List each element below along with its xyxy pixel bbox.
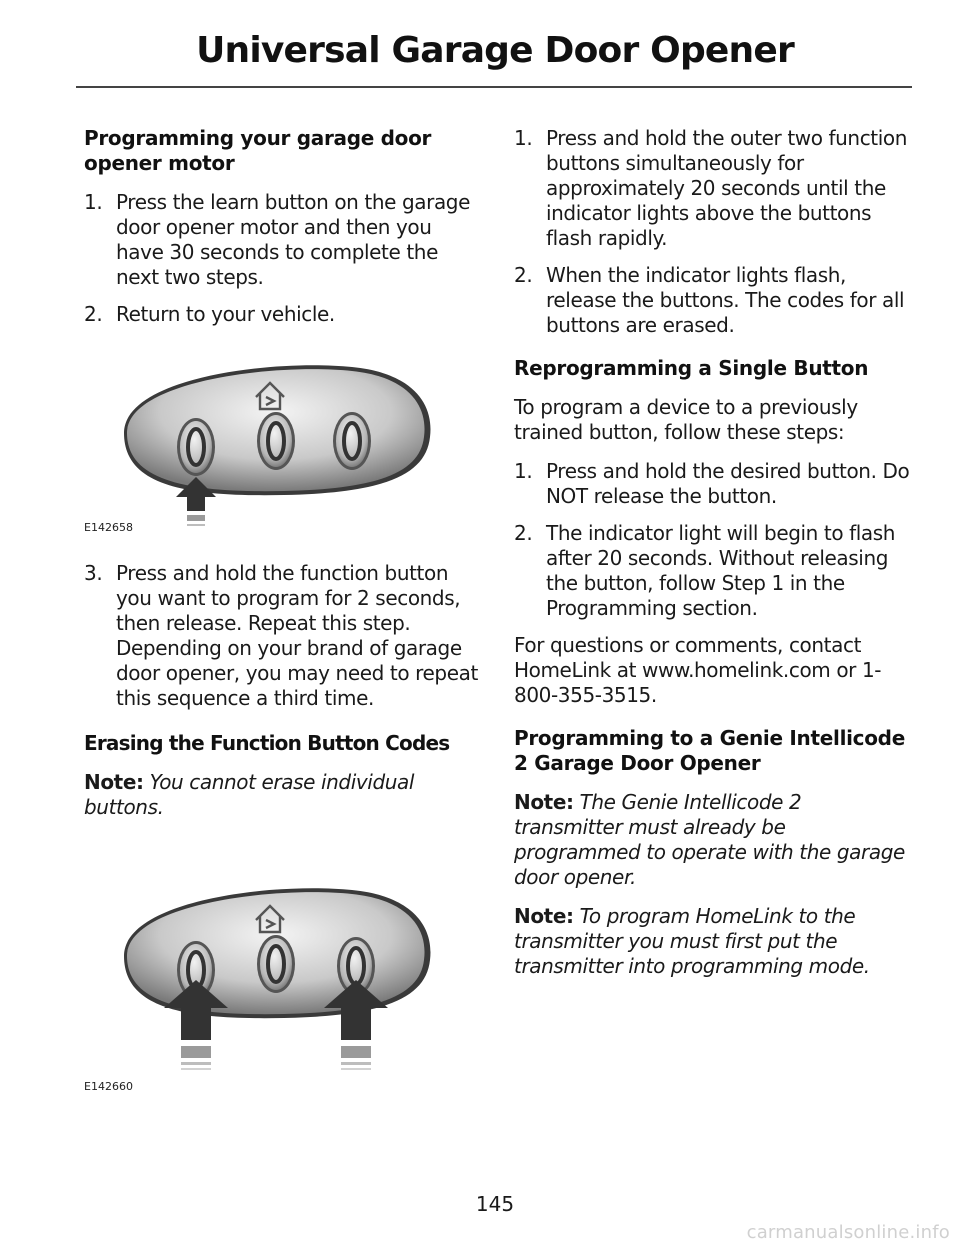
note-label: Note: xyxy=(84,770,144,794)
homelink-console-illustration xyxy=(84,868,474,1108)
list-item xyxy=(514,126,914,251)
homelink-console-illustration xyxy=(84,345,474,545)
list-text: The indicator light will begin to flash after 20 seconds. Without releasing the button, follow Step 1 in the Programming section. xyxy=(546,521,896,620)
section-heading-reprogramming: Reprogramming a Single Button xyxy=(514,356,869,380)
note-paragraph xyxy=(514,790,914,890)
list-number: 1. xyxy=(514,126,533,150)
list-item xyxy=(514,521,914,621)
header-divider xyxy=(76,86,912,88)
figure-homelink-two-buttons xyxy=(84,868,474,1108)
list-item xyxy=(514,459,914,509)
note-paragraph xyxy=(84,770,479,820)
list-number: 3. xyxy=(84,561,103,585)
list-number: 1. xyxy=(84,190,103,214)
note-label: Note: xyxy=(514,790,574,814)
list-text: Press and hold the function button you want to program for 2 seconds, then release. Repeat this step. Depending on your brand of garage door opener, you may need to repeat this sequence a third time. xyxy=(116,561,478,710)
list-number: 1. xyxy=(514,459,533,483)
list-number: 2. xyxy=(514,521,533,545)
section-heading-erasing: Erasing the Function Button Codes xyxy=(84,731,450,755)
function-button-2 xyxy=(257,412,295,470)
figure-homelink-single-button xyxy=(84,345,474,545)
left-column xyxy=(84,126,479,1108)
list-item xyxy=(84,190,479,290)
note-label: Note: xyxy=(514,904,574,928)
contact-paragraph: For questions or comments, contact HomeLink at www.homelink.com or 1-800-355-3515. xyxy=(514,633,882,707)
list-text: Press and hold the desired button. Do NOT release the button. xyxy=(546,459,910,508)
page-number: 145 xyxy=(475,1192,515,1216)
list-item xyxy=(84,561,479,711)
list-number: 2. xyxy=(514,263,533,287)
list-number: 2. xyxy=(84,302,103,326)
function-button-1 xyxy=(177,418,215,476)
list-text: Press and hold the outer two function buttons simultaneously for approximately 20 seconds until the indicator lights above the buttons flash rapidly. xyxy=(546,126,908,250)
intro-paragraph: To program a device to a previously trained button, follow these steps: xyxy=(514,395,858,444)
watermark: carmanualsonline.info xyxy=(746,1222,950,1243)
list-text: Press the learn button on the garage door opener motor and then you have 30 seconds to complete the next two steps. xyxy=(116,190,470,289)
function-button-3 xyxy=(333,412,371,470)
list-text: Return to your vehicle. xyxy=(116,302,335,326)
note-text: You cannot erase individual buttons. xyxy=(84,770,415,819)
list-text: When the indicator lights flash, release the buttons. The codes for all buttons are erased. xyxy=(546,263,905,337)
figure-code: E142660 xyxy=(84,1080,133,1093)
list-item xyxy=(84,302,479,327)
note-text: The Genie Intellicode 2 transmitter must already be programmed to operate with the garage door opener. xyxy=(514,790,905,889)
section-heading-programming-motor: Programming your garage door opener motor xyxy=(84,126,432,175)
function-button-2 xyxy=(257,935,295,993)
note-paragraph xyxy=(514,904,914,979)
page-title: Universal Garage Door Opener xyxy=(196,30,794,71)
figure-code: E142658 xyxy=(84,521,133,534)
right-column xyxy=(514,126,914,993)
note-text: To program HomeLink to the transmitter you must first put the transmitter into programming mode. xyxy=(514,904,870,978)
list-item xyxy=(514,263,914,338)
section-heading-genie: Programming to a Genie Intellicode 2 Garage Door Opener xyxy=(514,726,905,775)
